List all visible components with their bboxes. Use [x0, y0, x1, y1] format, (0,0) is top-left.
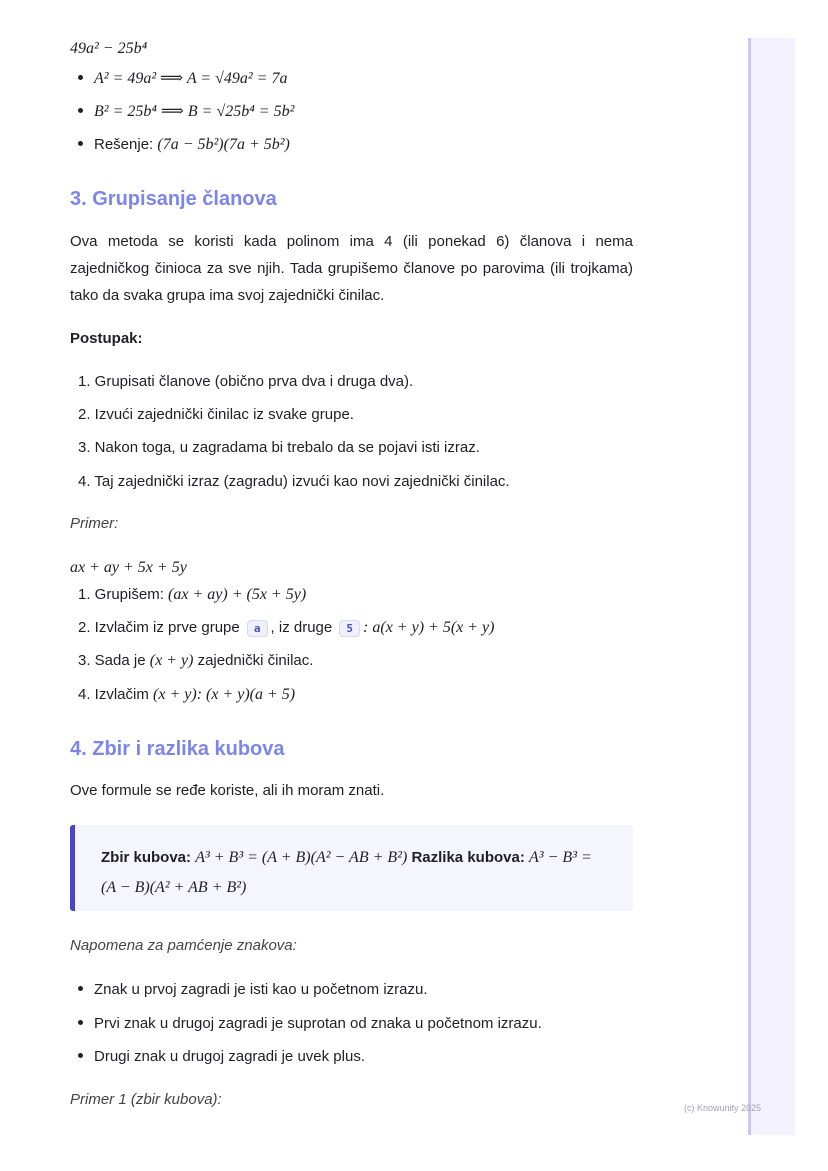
- list-item: Prvi znak u drugoj zagradi je suprotan od znaka u početnom izrazu.: [78, 1015, 542, 1032]
- paragraph: Ova metoda se koristi kada polinom ima 4 (ili ponekad 6) članova i nema zajedničkog činioca za sve njih. Tada grupišemo članove po parovima (ili trojkama) tako da svaka grupa ima svoj zajednički činilac.: [70, 233, 633, 304]
- list-item: 4. Izvlačim (x + y): (x + y)(a + 5): [78, 686, 296, 703]
- formula-callout: Zbir kubova: A³ + B³ = (A + B)(A² − AB + B²) Razlika kubova: A³ − B³ = (A − B)(A² + AB + B²): [70, 825, 633, 911]
- list-item: 3. Sada je (x + y) zajednički činilac.: [78, 652, 314, 669]
- list-item: A² = 49a² ⟹ A = √49a² = 7a: [78, 68, 287, 88]
- section-heading: 4. Zbir i razlika kubova: [70, 738, 285, 760]
- bullet-icon: [78, 986, 83, 991]
- list-item: 1. Grupišem: (ax + ay) + (5x + 5y): [78, 586, 307, 603]
- paragraph: Ove formule se ređe koriste, ali ih moram znati.: [70, 782, 385, 799]
- example-label: Primer:: [70, 515, 119, 532]
- list-item: 2. Izvući zajednički činilac iz svake grupe.: [78, 406, 354, 423]
- inline-code: a: [247, 620, 268, 637]
- list-item: B² = 25b⁴ ⟹ B = √25b⁴ = 5b²: [78, 101, 294, 121]
- list-item: 4. Taj zajednički izraz (zagradu) izvući kao novi zajednički činilac.: [78, 473, 510, 490]
- list-item: Znak u prvoj zagradi je isti kao u početnom izrazu.: [78, 981, 428, 998]
- list-item: Drugi znak u drugoj zagradi je uvek plus.: [78, 1048, 365, 1065]
- inline-code: 5: [339, 620, 360, 637]
- bullet-icon: [78, 1053, 83, 1058]
- note-label: Napomena za pamćenje znakova:: [70, 937, 297, 954]
- list-item: 3. Nakon toga, u zagradama bi trebalo da se pojavi isti izraz.: [78, 439, 480, 456]
- example-label: Primer 1 (zbir kubova):: [70, 1091, 222, 1108]
- steps-title: Postupak:: [70, 330, 143, 347]
- list-item: 1. Grupisati članove (obično prva dva i druga dva).: [78, 373, 414, 390]
- copyright-footer: (c) Knowunity 2025: [684, 1103, 762, 1113]
- list-item: 2. Izvlačim iz prve grupe a , iz druge 5 : a(x + y) + 5(x + y): [78, 619, 495, 636]
- bullet-icon: [78, 108, 83, 113]
- section-heading: 3. Grupisanje članova: [70, 188, 277, 210]
- example-expression: ax + ay + 5x + 5y: [70, 559, 187, 576]
- list-item: Rešenje: (7a − 5b²)(7a + 5b²): [78, 136, 290, 154]
- bullet-icon: [78, 141, 83, 146]
- bullet-icon: [78, 75, 83, 80]
- intro-expression: 49a² − 25b⁴: [70, 40, 148, 57]
- side-margin-strip: [748, 38, 795, 1135]
- bullet-icon: [78, 1020, 83, 1025]
